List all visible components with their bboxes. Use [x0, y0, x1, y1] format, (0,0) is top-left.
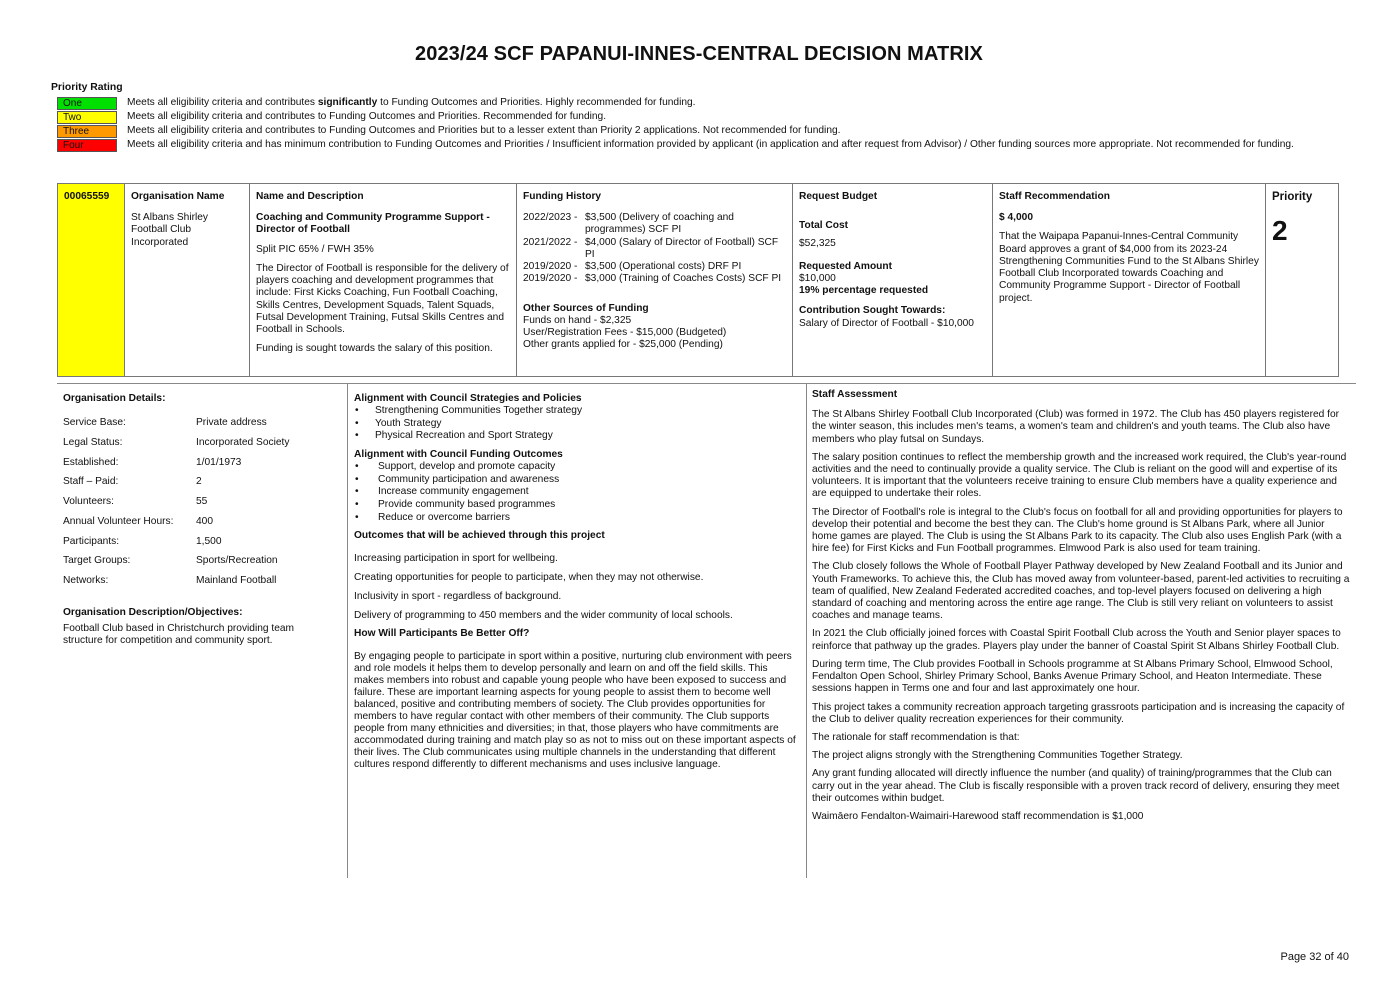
legend-row: [57, 97, 1317, 110]
request-budget-cell: [793, 184, 993, 376]
assessment-paragraph: During term time, The Club provides Football in Schools programme at St Albans Primary School, Elmwood School, Fendalton Open School, Shirley Primary School, Banks Avenue Primary School, and Heaton Intermediate. These sessions happen in Terms one and four and last approximately one hour.: [812, 658, 1333, 695]
staff-recommendation-text: That the Waipapa Papanui-Innes-Central Community Board approves a grant of $4,000 from its 2023-24 Strengthening Communities Fund to the St Albans Shirley Football Club Incorporated towards Coaching and Community Programme Support - Director of Football project.: [999, 231, 1259, 304]
strategies-list: [354, 405, 800, 443]
staff-assessment: [812, 389, 1352, 829]
contribution-label: Contribution Sought Towards:: [799, 305, 946, 317]
legend-row: [57, 111, 1317, 124]
assessment-paragraph: The project aligns strongly with the Strengthening Communities Together Strategy.: [812, 750, 1183, 762]
legend-text: Meets all eligibility criteria and contributes to Funding Outcomes and Priorities. Recommended for funding.: [127, 111, 607, 122]
funding-history-row: 2019/2020 - $3,500 (Operational costs) DRF PI: [523, 261, 742, 273]
page-title: 2023/24 SCF PAPANUI-INNES-CENTRAL DECISION MATRIX: [415, 43, 983, 65]
funding-history-cell: [517, 184, 793, 376]
project-description: The Director of Football is responsible for the delivery of players coaching and development programmes that include: First Kicks Coaching, Fun Football Coaching, Skills Centres, Development Squads, Talent Squads, Futsal Development Training, Futsal Skills Centres and Football in Schools.: [256, 262, 509, 336]
detail-row: Established: 1/01/1973: [63, 456, 242, 468]
outcome-achieved: Inclusivity in sport - regardless of background.: [354, 590, 562, 602]
outcome-item: • Increase community engagement: [354, 486, 800, 499]
request-budget-header: Request Budget: [799, 191, 878, 202]
funding-history-row: 2022/2023 - $3,500 (Delivery of coaching and programmes) SCF PI: [523, 212, 734, 236]
organisation-description: Football Club based in Christchurch providing team structure for competition and community sport.: [63, 622, 295, 646]
strategies-heading: Alignment with Council Strategies and Policies: [354, 393, 582, 404]
other-sources-header: Other Sources of Funding: [523, 302, 649, 314]
column-divider: [347, 383, 348, 878]
organisation-header: Organisation Name: [131, 191, 225, 202]
organisation-details: [63, 393, 333, 647]
outcome-item: • Provide community based programmes: [354, 499, 800, 512]
description-cell: [250, 184, 517, 376]
assessment-paragraph: This project takes a community recreation approach targeting grassroots participation and is increasing the capacity of the Club to deliver quality recreation experiences for their community.: [812, 701, 1345, 725]
decision-matrix-table: [57, 183, 1339, 377]
requested-amount-label: Requested Amount: [799, 260, 893, 272]
funding-history-row: 2019/2020 - $3,000 (Training of Coaches Costs) SCF PI: [523, 273, 782, 285]
percentage-requested: 19% percentage requested: [799, 285, 929, 297]
alignment-section: [354, 393, 800, 772]
contribution-value: Salary of Director of Football - $10,000: [799, 317, 974, 329]
assessment-paragraph: In 2021 the Club officially joined forces with Coastal Spirit Football Club across the Youth and Senior player spaces to reinforce that pathway up the grades. Players play under the banner of Coastal Spirit St Albans Shirley Football Club.: [812, 628, 1341, 652]
page-number: Page 32 of 40: [1280, 951, 1349, 963]
outcome-item: • Support, develop and promote capacity: [354, 461, 800, 474]
legend-swatch: Four: [57, 139, 117, 152]
priority-legend: [57, 97, 1317, 153]
assessment-paragraph: Any grant funding allocated will directly influence the number (and quality) of training/programmes that the Club can carry out in the year ahead. The Club is fiscally responsible with a proven track record of delivery, ensuring they meet their outcomes within budget.: [812, 768, 1340, 804]
legend-text: Meets all eligibility criteria and has minimum contribution to Funding Outcomes and Priorities / Insufficient information provided by applicant (in application and after request from Advisor) / Other funding sources more appropriate. Not recommended for funding.: [127, 139, 1294, 150]
organisation-details-heading: Organisation Details:: [63, 393, 166, 404]
total-cost-label: Total Cost: [799, 220, 849, 232]
outcome-item: • Community participation and awareness: [354, 474, 800, 487]
detail-row: Annual Volunteer Hours: 400: [63, 515, 213, 527]
legend-row: [57, 139, 1317, 152]
legend-text: Meets all eligibility criteria and contributes to Funding Outcomes and Priorities but to a lesser extent than Priority 2 applications. Not recommended for funding.: [127, 125, 841, 136]
assessment-paragraph: The Club closely follows the Whole of Football Player Pathway developed by New Zealand Football and its Junior and Youth Frameworks. To achieve this, the Club has moved away from volunteer-based, parent-led activities to recruiting a team of qualified, New Zealand Federated accredited coaches, and top-level players focused on delivering a high standard of coaching and mentoring across the entire age range. The Club is still very reliant on volunteers to assist coaches and manage teams.: [812, 561, 1350, 622]
staff-recommendation-amount: $ 4,000: [999, 212, 1033, 224]
other-source: Funds on hand - $2,325: [523, 314, 632, 326]
legend-swatch: Two: [57, 111, 117, 124]
requested-amount-value: $10,000: [799, 272, 836, 284]
strategy-item: • Strengthening Communities Together strategy: [354, 405, 800, 418]
organisation-cell: [125, 184, 250, 376]
outcome-achieved: Increasing participation in sport for wellbeing.: [354, 553, 558, 565]
better-off-text: By engaging people to participate in sport within a positive, nurturing club environment with peers and role models it helps them to develop personally and learn on and off the field skills. This makes members into robust and capable young people who have been exposed to success and failure. These are important learning aspects for young people to assist them to become well balanced, positive and contributing members of society. The Club provides opportunities for members to have regular contact with other members of their community. The Club supports people from many ethnicities and diversities; in that, those players who have commitments are accommodated during training and match play so as not to miss out on these important aspects of their lives. The Club communicates using multiple channels in the understanding that different cultures respond differently to different mechanisms and uses inclusive language.: [354, 650, 796, 771]
total-cost-value: $52,325: [799, 238, 836, 250]
priority-rating-heading: Priority Rating: [51, 82, 123, 93]
outcome-achieved: Creating opportunities for people to participate, when they may not otherwise.: [354, 572, 704, 584]
other-source: User/Registration Fees - $15,000 (Budgeted): [523, 327, 727, 339]
other-source: Other grants applied for - $25,000 (Pending): [523, 339, 723, 351]
application-id: 00065559: [58, 184, 125, 376]
funding-history-row: 2021/2022 - $4,000 (Salary of Director of Football) SCF PI: [523, 236, 779, 260]
funding-split: Split PIC 65% / FWH 35%: [256, 243, 374, 255]
priority-header: Priority: [1272, 191, 1313, 203]
legend-text: Meets all eligibility criteria and contributes significantly to Funding Outcomes and Priorities. Highly recommended for funding.: [127, 97, 696, 108]
assessment-paragraph: The rationale for staff recommendation is that:: [812, 731, 1020, 743]
detail-row: Legal Status: Incorporated Society: [63, 436, 290, 448]
detail-row: Networks: Mainland Football: [63, 575, 277, 587]
detail-row: Service Base: Private address: [63, 417, 267, 429]
assessment-paragraph: The Director of Football's role is integral to the Club's focus on football for all and providing opportunities for players to develop their potential and become the best they can. The Club's home ground is St Albans Park, where all Junior home games are played. The Club is using the St Albans Park to its capacity. The Club also uses English Park (with a hire fee) for First Kicks and Fun Football programmes. Elmwood Park is also used for team training.: [812, 506, 1343, 555]
assessment-paragraph: Waimāero Fendalton-Waimairi-Harewood staff recommendation is $1,000: [812, 810, 1144, 822]
column-divider: [806, 383, 807, 878]
better-off-heading: How Will Participants Be Better Off?: [354, 628, 530, 640]
strategy-item: • Youth Strategy: [354, 418, 800, 431]
assessment-paragraph: The salary position continues to reflect the membership growth and the increased work required, the Club's year-round activities and the need to continually provide a quality service. The Club is reliant on the good will and expertise of its volunteers. It is important that the volunteers receive training to ensure Club members have a quality experience and are equipped to undertake their roles.: [812, 451, 1347, 500]
legend-swatch: Three: [57, 125, 117, 138]
staff-assessment-heading: Staff Assessment: [812, 389, 898, 400]
strategy-item: • Physical Recreation and Sport Strategy: [354, 430, 800, 443]
funding-outcomes-list: [354, 461, 800, 524]
legend-row: [57, 125, 1317, 138]
staff-recommendation-cell: [993, 184, 1266, 376]
section-divider: [57, 383, 1356, 384]
organisation-description-heading: Organisation Description/Objectives:: [63, 607, 243, 619]
detail-row: Participants: 1,500: [63, 535, 222, 547]
assessment-paragraph: The St Albans Shirley Football Club Incorporated (Club) was formed in 1972. The Club has 450 players registered for the winter season, this includes men's teams, a women's team and children's and youth teams. The Club also have members who play futsal on Sundays.: [812, 409, 1340, 445]
detail-row: Target Groups: Sports/Recreation: [63, 555, 278, 567]
legend-swatch: One: [57, 97, 117, 110]
funding-history-header: Funding History: [523, 191, 602, 202]
description-header: Name and Description: [256, 191, 364, 202]
detail-row: Staff – Paid: 2: [63, 476, 202, 488]
funding-outcomes-heading: Alignment with Council Funding Outcomes: [354, 449, 563, 461]
priority-cell: [1266, 184, 1338, 376]
outcome-item: • Reduce or overcome barriers: [354, 512, 800, 525]
outcomes-achieved-heading: Outcomes that will be achieved through this project: [354, 530, 605, 542]
priority-value: 2: [1272, 214, 1288, 246]
outcome-achieved: Delivery of programming to 450 members and the wider community of local schools.: [354, 609, 733, 621]
detail-row: Volunteers: 55: [63, 496, 208, 508]
project-title: Coaching and Community Programme Support - Director of Football: [256, 212, 490, 236]
staff-recommendation-header: Staff Recommendation: [999, 191, 1110, 202]
organisation-name: St Albans Shirley Football Club Incorporated: [131, 212, 209, 248]
funding-sought: Funding is sought towards the salary of this position.: [256, 343, 493, 355]
